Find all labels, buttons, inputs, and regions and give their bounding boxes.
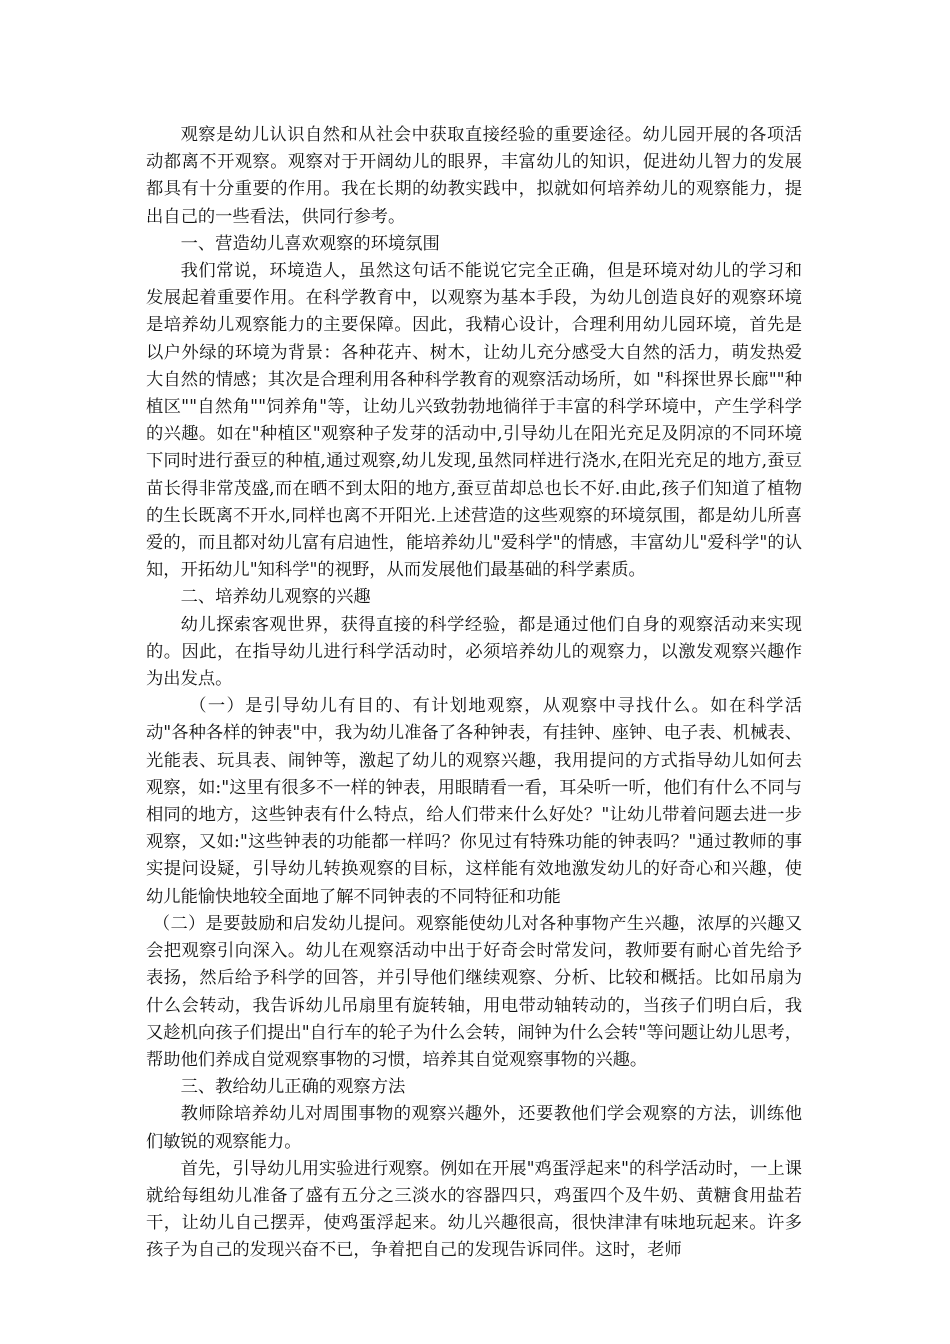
section-2-heading: 二、培养幼儿观察的兴趣 xyxy=(180,587,371,608)
section-3-heading: 三、教给幼儿正确的观察方法 xyxy=(180,1077,406,1098)
section-3-paragraph-2: 首先，引导幼儿用实验进行观察。例如在开展"鸡蛋浮起来"的科学活动时，一上课就给每组幼儿准备了盛有五分之三淡水的容器四只，鸡蛋四个及牛奶、黄糖食用盐若干，让幼儿自己摆弄，使鸡蛋浮起来。幼儿兴趣很高，很快津津有味地玩起来。许多孩子为自己的发现兴奋不已，争着把自己的发现告诉同伴。这时，老师 xyxy=(146,1158,802,1261)
document-page xyxy=(146,122,802,1265)
section-2-paragraph: 幼儿探索客观世界，获得直接的科学经验，都是通过他们自身的观察活动来实现的。因此，在指导幼儿进行科学活动时，必须培养幼儿的观察力，以激发观察兴趣作为出发点。 xyxy=(146,614,802,690)
section-2-subpoint-1: （一）是引导幼儿有目的、有计划地观察，从观察中寻找什么。如在科学活动"各种各样的钟表"中，我为幼儿准备了各种钟表，有挂钟、座钟、电子表、机械表、光能表、玩具表、闹钟等，激起了幼儿的观察兴趣，我用提问的方式指导幼儿如何去观察，如:"这里有很多不一样的钟表，用眼睛看一看，耳朵听一听，他们有什么不同与相同的地方，这些钟表有什么特点，给人们带来什么好处？"让幼儿带着问题去进一步观察，又如:"这些钟表的功能都一样吗？你见过有特殊功能的钟表吗？"通过教师的事实提问设疑，引导幼儿转换观察的目标，这样能有效地激发幼儿的好奇心和兴趣，使幼儿能愉快地较全面地了解不同钟表的不同特征和功能 xyxy=(146,696,802,907)
section-1-paragraph: 我们常说，环境造人，虽然这句话不能说它完全正确，但是环境对幼儿的学习和发展起着重要作用。在科学教育中，以观察为基本手段，为幼儿创造良好的观察环境是培养幼儿观察能力的主要保障。因此，我精心设计，合理利用幼儿园环境，首先是以户外绿的环境为背景：各种花卉、树木，让幼儿充分感受大自然的活力，萌发热爱大自然的情感；其次是合理利用各种科学教育的观察活动场所，如 "科探世界长廊""种植区""自然角""饲养角"等，让幼儿兴致勃勃地徜徉于丰富的科学环境中，产生学科学的兴趣。如在"种植区"观察种子发芽的活动中,引导幼儿在阳光充足及阴凉的不同环境下同时进行蚕豆的种植,通过观察,幼儿发现,虽然同样进行浇水,在阳光充足的地方,蚕豆苗长得非常茂盛,而在晒不到太阳的地方,蚕豆苗却总也长不好.由此,孩子们知道了植物的生长既离不开水,同样也离不开阳光.上述营造的这些观察的环境氛围，都是幼儿所喜爱的，而且都对幼儿富有启迪性，能培养幼儿"爱科学"的情感，丰富幼儿"爱科学"的认知，开拓幼儿"知科学"的视野，从而发展他们最基础的科学素质。 xyxy=(146,261,802,581)
intro-paragraph: 观察是幼儿认识自然和从社会中获取直接经验的重要途径。幼儿园开展的各项活动都离不开观察。观察对于开阔幼儿的眼界，丰富幼儿的知识，促进幼儿智力的发展都具有十分重要的作用。我在长期的幼教实践中，拟就如何培养幼儿的观察能力，提出自己的一些看法，供同行参考。 xyxy=(146,125,802,227)
section-2-subpoint-2: （二）是要鼓励和启发幼儿提问。观察能使幼儿对各种事物产生兴趣，浓厚的兴趣又会把观察引向深入。幼儿在观察活动中出于好奇会时常发问，教师要有耐心首先给予表扬，然后给予科学的回答，并引导他们继续观察、分析、比较和概括。比如吊扇为什么会转动，我告诉幼儿吊扇里有旋转轴，用电带动轴转动的，当孩子们明白后，我又趁机向孩子们提出"自行车的轮子为什么会转，闹钟为什么会转"等问题让幼儿思考，帮助他们养成自觉观察事物的习惯，培养其自觉观察事物的兴趣。 xyxy=(146,913,802,1070)
section-3-paragraph: 教师除培养幼儿对周围事物的观察兴趣外，还要教他们学会观察的方法，训练他们敏锐的观察能力。 xyxy=(146,1104,802,1152)
section-1-heading: 一、营造幼儿喜欢观察的环境氛围 xyxy=(180,233,440,254)
